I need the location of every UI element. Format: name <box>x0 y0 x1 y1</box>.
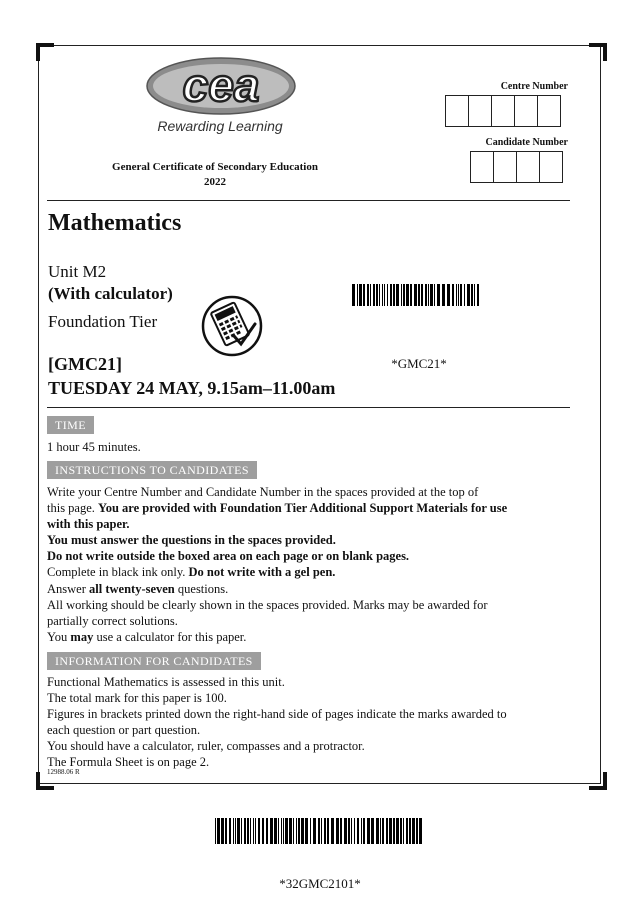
information-line: Functional Mathematics is assessed in this unit. <box>47 675 285 689</box>
instruction-emphasis: You are provided with Foundation Tier Additional Support Materials for use <box>98 501 508 516</box>
crop-mark-top-left <box>36 43 54 61</box>
subject-title: Mathematics <box>48 210 182 236</box>
instruction-line <box>47 532 567 548</box>
information-line: The Formula Sheet is on page 2. <box>47 755 210 770</box>
logo-tagline: Rewarding Learning <box>157 118 283 134</box>
paper-barcode-text: *GMC21* <box>391 356 447 371</box>
time-heading: TIME <box>47 416 94 434</box>
instruction-text: questions. <box>174 581 229 596</box>
calculator-icon <box>200 294 264 358</box>
instruction-emphasis: may <box>70 629 94 644</box>
instruction-text: Answer <box>47 581 90 596</box>
candidate-number-label: Candidate Number <box>485 137 568 148</box>
information-line: You should have a calculator, ruler, compasses and a protractor. <box>47 739 365 754</box>
instruction-line <box>47 564 567 580</box>
title-divider <box>47 407 570 408</box>
instruction-line <box>47 629 567 645</box>
exam-date: TUESDAY 24 MAY, 9.15am–11.00am <box>48 378 336 398</box>
crop-mark-top-right <box>589 43 607 61</box>
information-line: each question or part question. <box>47 723 201 738</box>
candidate-number-boxes[interactable] <box>471 151 563 183</box>
instruction-line <box>47 516 567 532</box>
logo-text: cea <box>182 59 260 111</box>
candidate-number-box[interactable] <box>470 151 494 183</box>
tier-label: Foundation Tier <box>48 312 158 331</box>
qualification-name: General Certificate of Secondary Education <box>112 161 318 173</box>
footer-barcode <box>215 818 424 844</box>
barcode-gap <box>479 284 481 306</box>
instruction-line: All working should be clearly shown in the spaces provided. Marks may be awarded for <box>47 597 488 612</box>
centre-number-boxes[interactable] <box>446 95 561 127</box>
instruction-line <box>47 500 567 516</box>
instruction-emphasis: with this paper. <box>47 517 130 532</box>
instruction-emphasis: You must answer the questions in the spaces provided. <box>47 533 336 548</box>
information-line: The total mark for this paper is 100. <box>47 691 227 706</box>
instruction-emphasis: all twenty-seven <box>89 581 175 596</box>
instruction-text: Complete in black ink only. <box>47 565 189 580</box>
candidate-number-box[interactable] <box>493 151 517 183</box>
unit-label: Unit M2 <box>48 262 107 281</box>
time-text: 1 hour 45 minutes. <box>47 440 141 454</box>
paper-code: [GMC21] <box>48 354 122 374</box>
instructions-heading: INSTRUCTIONS TO CANDIDATES <box>47 461 257 479</box>
information-heading: INFORMATION FOR CANDIDATES <box>47 652 261 670</box>
centre-number-box[interactable] <box>537 95 561 127</box>
instruction-text: You <box>47 629 71 644</box>
centre-number-box[interactable] <box>514 95 538 127</box>
qualification-title <box>95 160 335 190</box>
paper-reference: 12988.06 R <box>47 768 80 776</box>
candidate-number-box[interactable] <box>539 151 563 183</box>
instruction-line: partially correct solutions. <box>47 613 178 628</box>
paper-barcode <box>352 284 481 306</box>
instruction-emphasis: Do not write outside the boxed area on each page or on blank pages. <box>47 549 410 564</box>
information-body <box>47 674 567 771</box>
barcode-gap <box>422 818 424 844</box>
instruction-text: use a calculator for this paper. <box>93 629 247 644</box>
calculator-label: (With calculator) <box>48 284 173 303</box>
cea-logo <box>145 56 297 116</box>
instruction-line <box>47 581 567 597</box>
candidate-number-box[interactable] <box>516 151 540 183</box>
instructions-body <box>47 484 567 645</box>
centre-number-box[interactable] <box>468 95 492 127</box>
header-divider <box>47 200 570 201</box>
footer-barcode-text: *32GMC2101* <box>279 876 361 891</box>
exam-year: 2022 <box>204 176 226 188</box>
centre-number-label: Centre Number <box>500 81 568 92</box>
crop-mark-bottom-right <box>589 772 607 790</box>
instruction-text: this page. <box>47 501 99 516</box>
instruction-line <box>47 548 567 564</box>
centre-number-box[interactable] <box>491 95 515 127</box>
information-line: Figures in brackets printed down the right-hand side of pages indicate the marks awarded to <box>47 707 507 722</box>
instruction-line: Write your Centre Number and Candidate Number in the spaces provided at the top of <box>47 485 479 499</box>
instruction-emphasis: Do not write with a gel pen. <box>188 565 336 580</box>
centre-number-box[interactable] <box>445 95 469 127</box>
